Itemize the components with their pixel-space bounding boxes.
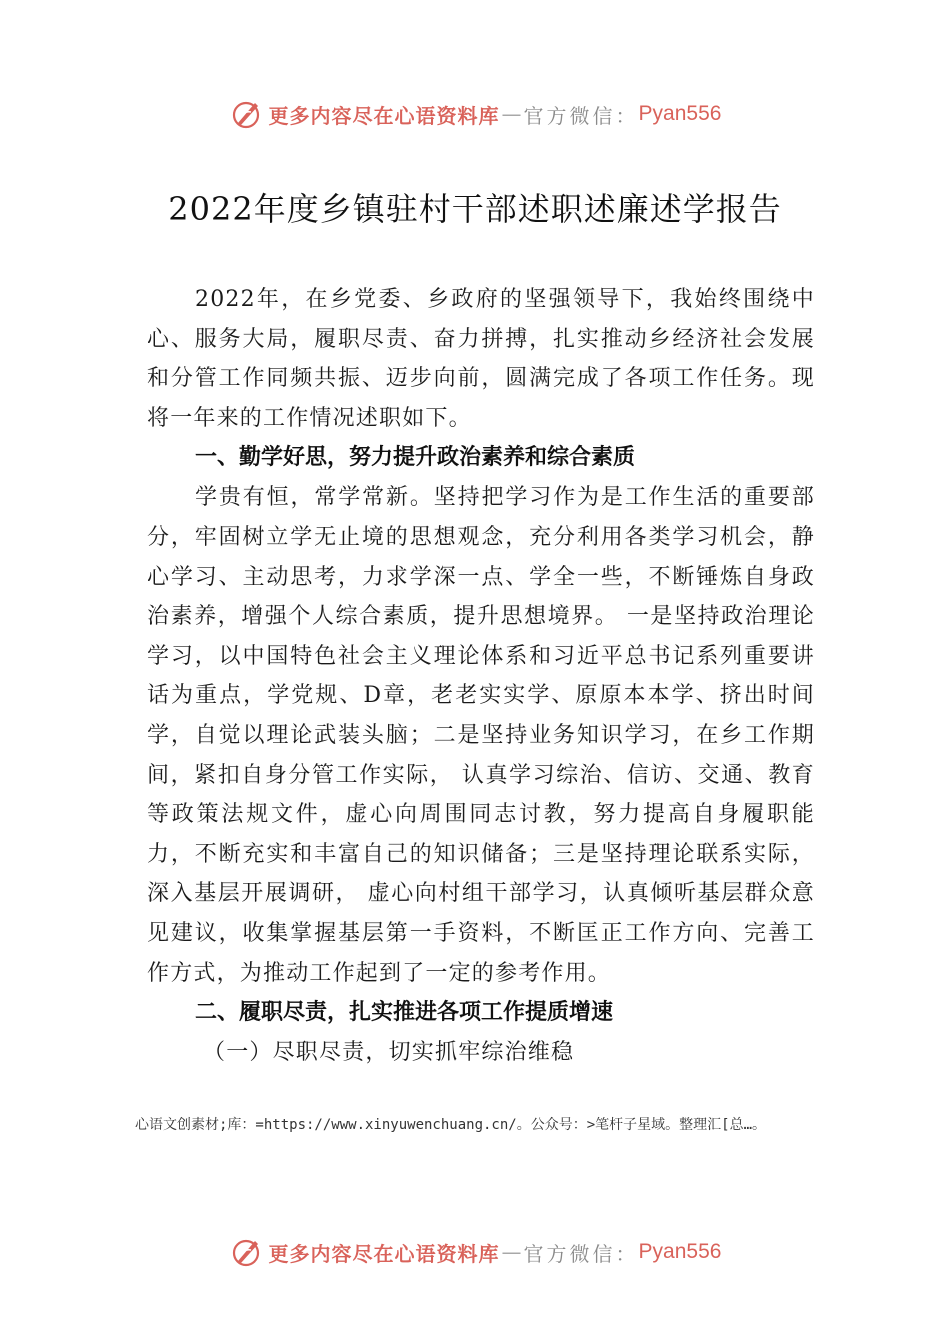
watermark-footer: [0, 1232, 950, 1272]
watermark-separator: —: [501, 102, 522, 126]
quill-seal-icon: [229, 97, 263, 131]
watermark-wechat-id: Pyan556: [638, 102, 722, 125]
subsection-heading-1: （一）尽职尽责，切实抓牢综治维稳: [203, 1040, 575, 1066]
watermark-header: [0, 94, 950, 134]
study-paragraph: 学贵有恒，常学常新。坚持把学习作为是工作生活的重要部分，牢固树立学无止境的思想观念，充分利用各类学习机会，静心学习、主动思考，力求学深一点、学全一些，不断锤炼自身政治素养，增强个人综合素质，提升思想境界。 一是坚持政治理论学习，以中国特色社会主义理论体系和习近平总书记系列重要讲话为重点，学党规、D章，老老实实学、原原本本学、挤出时间学，自觉以理论武装头脑；二是坚持业务知识学习，在乡工作期间，紧扣自身分管工作实际， 认真学习综治、信访、交通、教育等政策法规文件，虚心向周围同志讨教，努力提高自身履职能力，不断充实和丰富自己的知识储备；三是坚持理论联系实际，深入基层开展调研， 虚心向村组干部学习，认真倾听基层群众意见建议，收集掌握基层第一手资料，不断匡正工作方向、完善工作方式，为推动工作起到了一定的参考作用。: [147, 485, 815, 986]
watermark-wechat-label: 官方微信：: [523, 1241, 639, 1266]
watermark-brand: 更多内容尽在心语资料库: [268, 1241, 500, 1266]
watermark-wechat-label: 官方微信：: [523, 103, 639, 128]
document-title: 2022年度乡镇驻村干部述职述廉述学报告: [168, 190, 782, 228]
section-heading-2: 二、履职尽责，扎实推进各项工作提质增速: [195, 1000, 614, 1026]
watermark-separator: —: [501, 1240, 522, 1264]
intro-paragraph: 2022年，在乡党委、乡政府的坚强领导下，我始终围绕中心、服务大局，履职尽责、奋力拼搏，扎实推动乡经济社会发展和分管工作同频共振、迈步向前，圆满完成了各项工作任务。现将一年来的工作情况述职如下。: [147, 287, 815, 431]
section-heading-1: 一、勤学好思，努力提升政治素养和综合素质: [195, 445, 636, 471]
source-footnote: 心语文创素材;库：=https://www.xinyuwenchuang.cn/。公众号：>笔杆子星域。整理汇[总…。: [135, 1117, 767, 1133]
watermark-brand: 更多内容尽在心语资料库: [268, 103, 500, 128]
quill-seal-icon: [229, 1235, 263, 1269]
document-body: [147, 280, 815, 1073]
watermark-wechat-id: Pyan556: [638, 1240, 722, 1263]
